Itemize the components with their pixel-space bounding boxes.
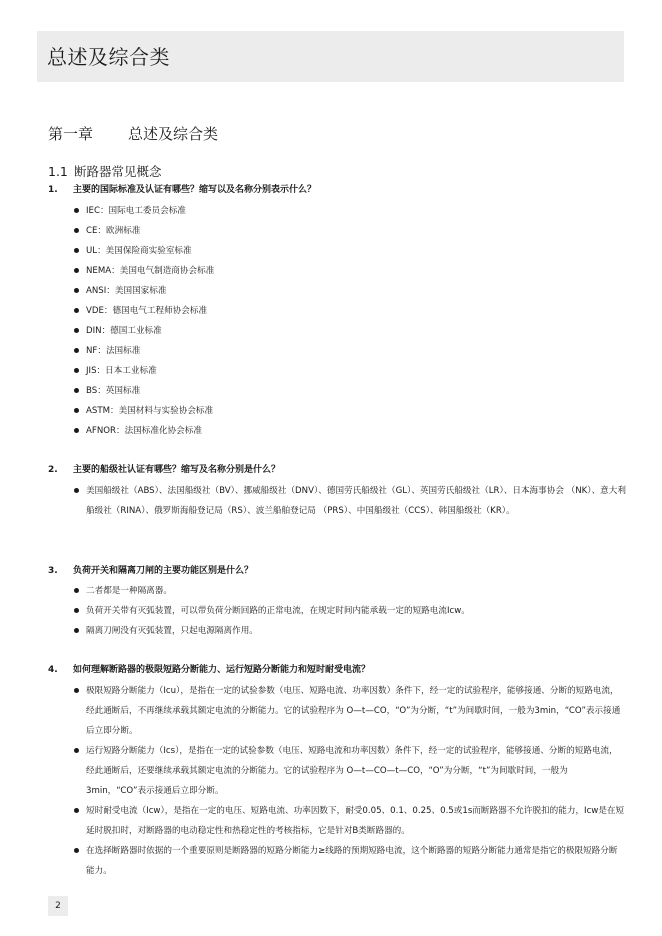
list-item: 在选择断路器时依据的一个重要原则是断路器的短路分断能力≥线路的预期短路电流，这个断路器的短路分断能力通常是指它的极限短路分断能力。	[86, 841, 626, 881]
list-item: DIN：德国工业标准	[86, 321, 626, 341]
list-item: 极限短路分断能力（Icu），是指在一定的试验参数（电压、短路电流、功率因数）条件下，经一定的试验程序，能够接通、分断的短路电流，经此通断后，不再继续承载其额定电流的分断能力。它的试验程序为 O—t—CO，“O”为分断，“t”为间歇时间，一般为3min，“CO”表示接通后立即分断。	[86, 681, 626, 741]
list-item: 短时耐受电流（Icw），是指在一定的电压、短路电流、功率因数下，耐受0.05、0.1、0.25、0.5或1s而断路器不允许脱扣的能力，Icw是在短延时脱扣时，对断路器的电动稳定性和热稳定性的考核指标，它是针对B类断路器的。	[86, 801, 626, 841]
list-item: 美国船级社（ABS）、法国船级社（BV）、挪威船级社（DNV）、德国劳氏船级社（GL）、英国劳氏船级社（LR）、日本海事协会 （NK）、意大利船级社（RINA）、俄罗斯海船登记局（RS）、波兰船舶登记局 （PRS）、中国船级社（CCS）、韩国船级社（KR）。	[86, 481, 626, 521]
list-item: CE：欧洲标准	[86, 221, 626, 241]
header-banner	[37, 31, 624, 82]
list-item: 运行短路分断能力（Ics），是指在一定的试验参数（电压、短路电流和功率因数）条件下，经一定的试验程序，能够接通、分断的短路电流，经此通断后，还要继续承载其额定电流的分断能力。它的试验程序为 O—t—CO—t—CO，“O”为分断，“t”为间歇时间，一般为3min，“CO”表示接通后立即分断。	[86, 741, 626, 801]
question-number: 1.	[48, 185, 58, 195]
list-item: VDE：德国电气工程师协会标准	[86, 301, 626, 321]
list-item: 隔离刀闸没有灭弧装置，只起电源隔离作用。	[86, 621, 626, 641]
list-item: NF：法国标准	[86, 341, 626, 361]
question-1	[48, 183, 316, 197]
question-text: 如何理解断路器的极限短路分断能力、运行短路分断能力和短时耐受电流？	[73, 665, 371, 675]
list-item: JIS：日本工业标准	[86, 361, 626, 381]
list-item: BS：英国标准	[86, 381, 626, 401]
question-text: 主要的船级社认证有哪些？缩写及名称分别是什么？	[73, 465, 281, 475]
list-item: ASTM：美国材料与实验协会标准	[86, 401, 626, 421]
list-item: UL：美国保险商实验室标准	[86, 241, 626, 261]
question-number: 2.	[48, 465, 58, 475]
question-3	[48, 564, 253, 578]
list-item: 二者都是一种隔离器。	[86, 581, 626, 601]
list-item: IEC：国际电工委员会标准	[86, 201, 626, 221]
chapter-number: 第一章	[48, 125, 94, 143]
section-heading	[48, 163, 162, 181]
section-title: 断路器常见概念	[74, 164, 162, 179]
section-number: 1.1	[48, 164, 68, 179]
question-text: 负荷开关和隔离刀闸的主要功能区别是什么？	[73, 566, 254, 576]
question-4	[48, 663, 370, 677]
list-item: ANSI：美国国家标准	[86, 281, 626, 301]
banner-title: 总述及综合类	[47, 45, 170, 69]
page-number: 2	[55, 901, 61, 911]
chapter-title: 总述及综合类	[128, 125, 219, 143]
question-2	[48, 463, 280, 477]
list-item: 负荷开关带有灭弧装置，可以带负荷分断回路的正常电流，在规定时间内能承载一定的短路电流Icw。	[86, 601, 626, 621]
list-item: AFNOR：法国标准化协会标准	[86, 421, 626, 441]
question-number: 3.	[48, 566, 58, 576]
question-number: 4.	[48, 665, 58, 675]
page-number-box	[48, 896, 68, 916]
chapter-heading	[48, 124, 218, 144]
question-text: 主要的国际标准及认证有哪些？缩写以及名称分别表示什么？	[73, 185, 317, 195]
list-item: NEMA：美国电气制造商协会标准	[86, 261, 626, 281]
